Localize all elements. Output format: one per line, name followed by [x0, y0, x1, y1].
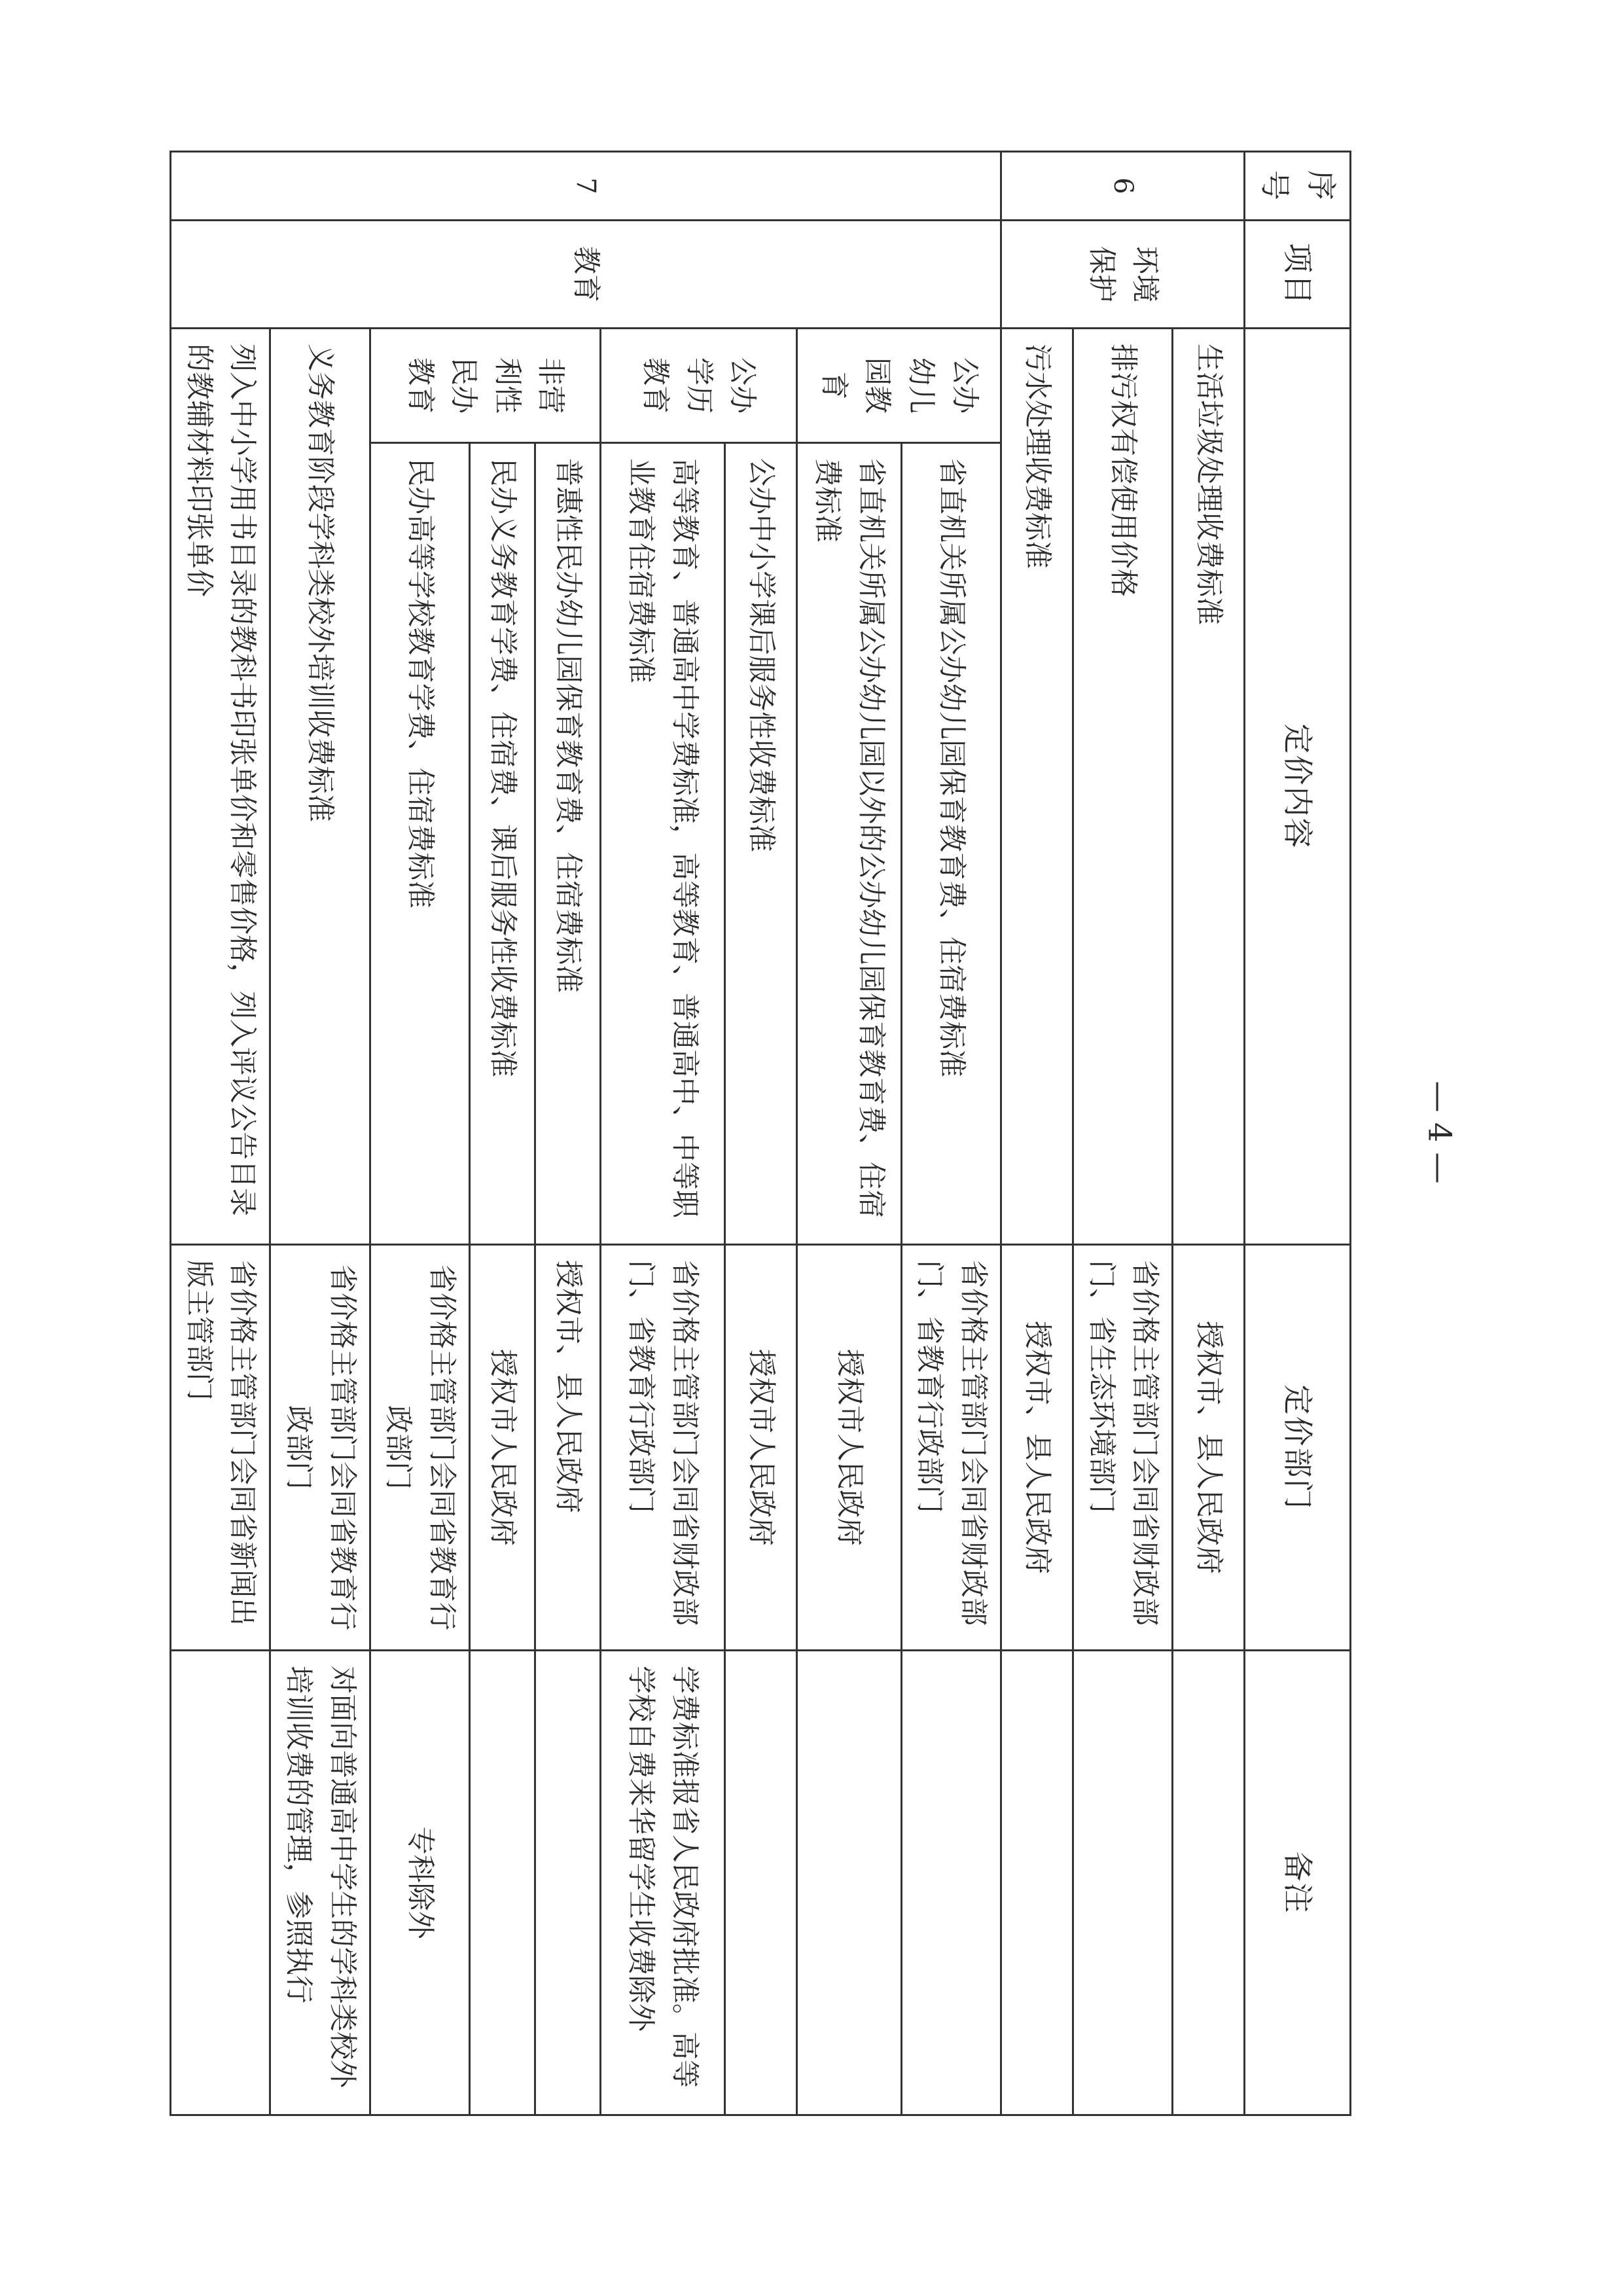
dept-cell: 授权市人民政府	[469, 1245, 535, 1651]
content-cell: 污水处理收费标准	[1001, 329, 1073, 1245]
page-number-text: — 4 —	[1421, 1081, 1458, 1184]
note-cell	[535, 1651, 600, 2115]
note-cell	[469, 1651, 535, 2115]
note-cell	[1173, 1651, 1245, 2115]
table-row	[1001, 152, 1073, 2115]
dept-cell: 授权市、县人民政府	[1173, 1245, 1245, 1651]
dept-cell: 授权市、县人民政府	[535, 1245, 600, 1651]
table-row	[600, 152, 724, 2115]
dept-cell: 省价格主管部门会同省新闻出版主管部门	[171, 1245, 270, 1651]
table-row	[535, 152, 600, 2115]
rotated-page	[182, 151, 1351, 2114]
content-cell: 省直机关所属公办幼儿园保育教育费、住宿费标准	[901, 443, 1001, 1245]
subcategory-cell: 公办幼儿园教育	[796, 329, 1001, 443]
table-row	[796, 152, 901, 2115]
table-row	[1173, 152, 1245, 2115]
note-cell	[901, 1651, 1001, 2115]
header-content: 定价内容	[1245, 329, 1351, 1245]
content-cell: 生活垃圾处理收费标准	[1173, 329, 1245, 1245]
table-row	[171, 152, 270, 2115]
note-cell: 学费标准报省人民政府批准。高等学校自费来华留学生收费除外	[600, 1651, 724, 2115]
content-cell: 普惠性民办幼儿园保育教育费、住宿费标准	[535, 443, 600, 1245]
header-seq: 序号	[1245, 152, 1351, 221]
project-cell: 环境保护	[1001, 221, 1245, 329]
content-cell: 高等教育、普通高中学费标准，高等教育、普通高中、中等职业教育住宿费标准	[600, 443, 724, 1245]
table-row	[270, 152, 370, 2115]
note-cell	[171, 1651, 270, 2115]
seq-cell: 7	[171, 152, 1001, 221]
header-project: 项目	[1245, 221, 1351, 329]
table-row	[901, 152, 1001, 2115]
content-cell: 义务教育阶段学科类校外培训收费标准	[270, 329, 370, 1245]
note-cell: 专科除外	[370, 1651, 469, 2115]
header-row	[1245, 152, 1351, 2115]
header-note: 备注	[1245, 1651, 1351, 2115]
dept-cell: 授权市人民政府	[796, 1245, 901, 1651]
content-cell: 省直机关所属公办幼儿园以外的公办幼儿园保育教育费、住宿费标准	[796, 443, 901, 1245]
note-cell	[724, 1651, 796, 2115]
note-cell	[796, 1651, 901, 2115]
table-row	[724, 152, 796, 2115]
table-row	[469, 152, 535, 2115]
dept-cell: 省价格主管部门会同省财政部门、省教育行政部门	[600, 1245, 724, 1651]
dept-cell: 省价格主管部门会同省财政部门、省生态环境部门	[1073, 1245, 1173, 1651]
content-cell: 列入中小学用书目录的教科书印张单价和零售价格，列入评议公告目录的教辅材料印张单价	[171, 329, 270, 1245]
dept-cell: 授权市、县人民政府	[1001, 1245, 1073, 1651]
table-row	[370, 152, 469, 2115]
table-row	[1073, 152, 1173, 2115]
dept-cell: 授权市人民政府	[724, 1245, 796, 1651]
content-cell: 民办高等学校教育学费、住宿费标准	[370, 443, 469, 1245]
header-dept: 定价部门	[1245, 1245, 1351, 1651]
content-cell: 民办义务教育学费、住宿费、课后服务性收费标准	[469, 443, 535, 1245]
note-cell	[1001, 1651, 1073, 2115]
content-cell: 排污权有偿使用价格	[1073, 329, 1173, 1245]
subcategory-cell: 非营利性民办教育	[370, 329, 600, 443]
page-number	[1400, 1021, 1479, 1244]
note-cell	[1073, 1651, 1173, 2115]
pricing-table	[169, 151, 1351, 2116]
subcategory-cell: 公办学历教育	[600, 329, 796, 443]
seq-cell: 6	[1001, 152, 1245, 221]
dept-cell: 省价格主管部门会同省教育行政部门	[270, 1245, 370, 1651]
project-cell: 教育	[171, 221, 1001, 329]
dept-cell: 省价格主管部门会同省财政部门、省教育行政部门	[901, 1245, 1001, 1651]
dept-cell: 省价格主管部门会同省教育行政部门	[370, 1245, 469, 1651]
content-cell: 公办中小学课后服务性收费标准	[724, 443, 796, 1245]
note-cell: 对面向普通高中学生的学科类校外培训收费的管理，参照执行	[270, 1651, 370, 2115]
